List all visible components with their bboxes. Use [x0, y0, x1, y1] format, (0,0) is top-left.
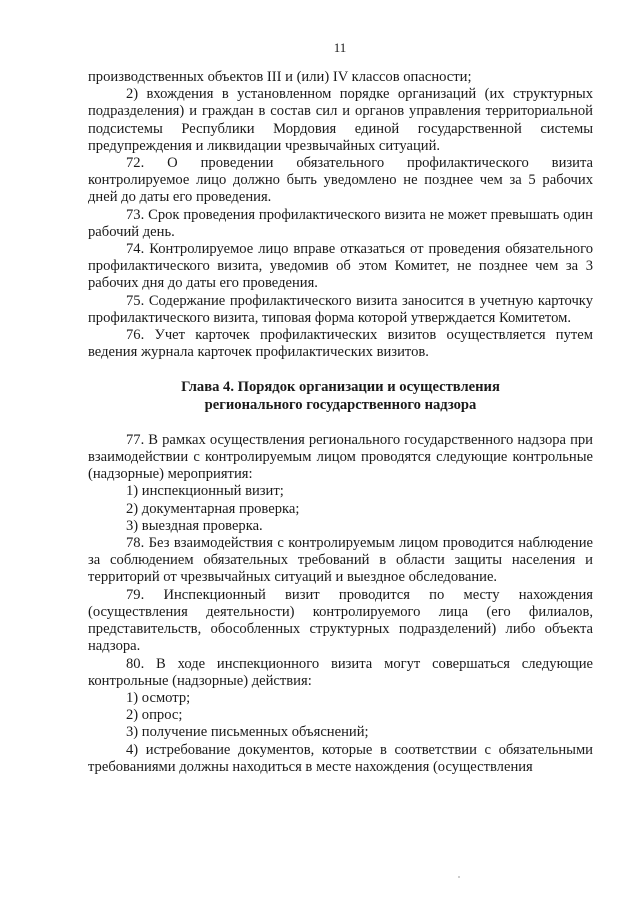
- list-item-survey: 2) опрос;: [126, 707, 183, 724]
- paragraph-72: 72. О проведении обязательного профилактического визита контролируемое лицо должно быть уведомлено не позднее чем за 5 рабочих дней до даты его проведения.: [88, 155, 593, 206]
- list-item-document-check: 2) документарная проверка;: [126, 500, 300, 517]
- paragraph-continuation: производственных объектов III и (или) IV классов опасности;: [88, 69, 472, 85]
- paragraph-74: 74. Контролируемое лицо вправе отказаться от проведения обязательного профилактического визита, уведомив об этом Комитет, не позднее чем за 3 рабочих дня до даты его проведения.: [88, 241, 593, 292]
- list-item-inspection-visit: 1) инспекционный визит;: [126, 483, 284, 500]
- scan-speck: [458, 876, 460, 878]
- paragraph-78: 78. Без взаимодействия с контролируемым лицом проводится наблюдение за соблюдением обязательных требований в области защиты населения и территорий от чрезвычайных ситуаций и выездное обследование.: [88, 535, 593, 586]
- chapter-title-line-1: Глава 4. Порядок организации и осуществления: [181, 379, 500, 396]
- paragraph-79: 79. Инспекционный визит проводится по месту нахождения (осуществления деятельности) контролируемого лица (его филиалов, представительств, обособленных структурных подразделений) либо объекта надзора.: [88, 586, 593, 655]
- paragraph-80: 80. В ходе инспекционного визита могут совершаться следующие контрольные (надзорные) действия:: [88, 655, 593, 689]
- paragraph-75: 75. Содержание профилактического визита заносится в учетную карточку профилактического визита, типовая форма которой утверждается Комитетом.: [88, 292, 593, 326]
- paragraph-item-2: 2) вхождения в установленном порядке организаций (их структурных подразделения) и граждан в состав сил и органов управления территориальной подсистемы Республики Мордовия единой государственной системы предупреждения и ликвидации чрезвычайных ситуаций.: [88, 86, 593, 154]
- list-item-field-check: 3) выездная проверка.: [126, 517, 263, 534]
- paragraph-77: 77. В рамках осуществления регионального государственного надзора при взаимодействии с контролируемым лицом проводятся следующие контрольные (надзорные) мероприятия:: [88, 431, 593, 483]
- paragraph-73: 73. Срок проведения профилактического визита не может превышать один рабочий день.: [88, 206, 593, 240]
- page-number: 11: [333, 40, 347, 55]
- list-item-inspection: 1) осмотр;: [126, 689, 191, 706]
- list-item-written-explanations: 3) получение письменных объяснений;: [126, 724, 369, 741]
- paragraph-76: 76. Учет карточек профилактических визитов осуществляется путем ведения журнала карточек профилактических визитов.: [88, 327, 593, 361]
- list-item-document-request: 4) истребование документов, которые в соответствии с обязательными требованиями должны находиться в месте нахождения (осуществления: [88, 741, 593, 775]
- chapter-title-line-2: регионального государственного надзора: [204, 396, 477, 413]
- document-body: [88, 69, 593, 776]
- chapter-heading: [88, 379, 593, 413]
